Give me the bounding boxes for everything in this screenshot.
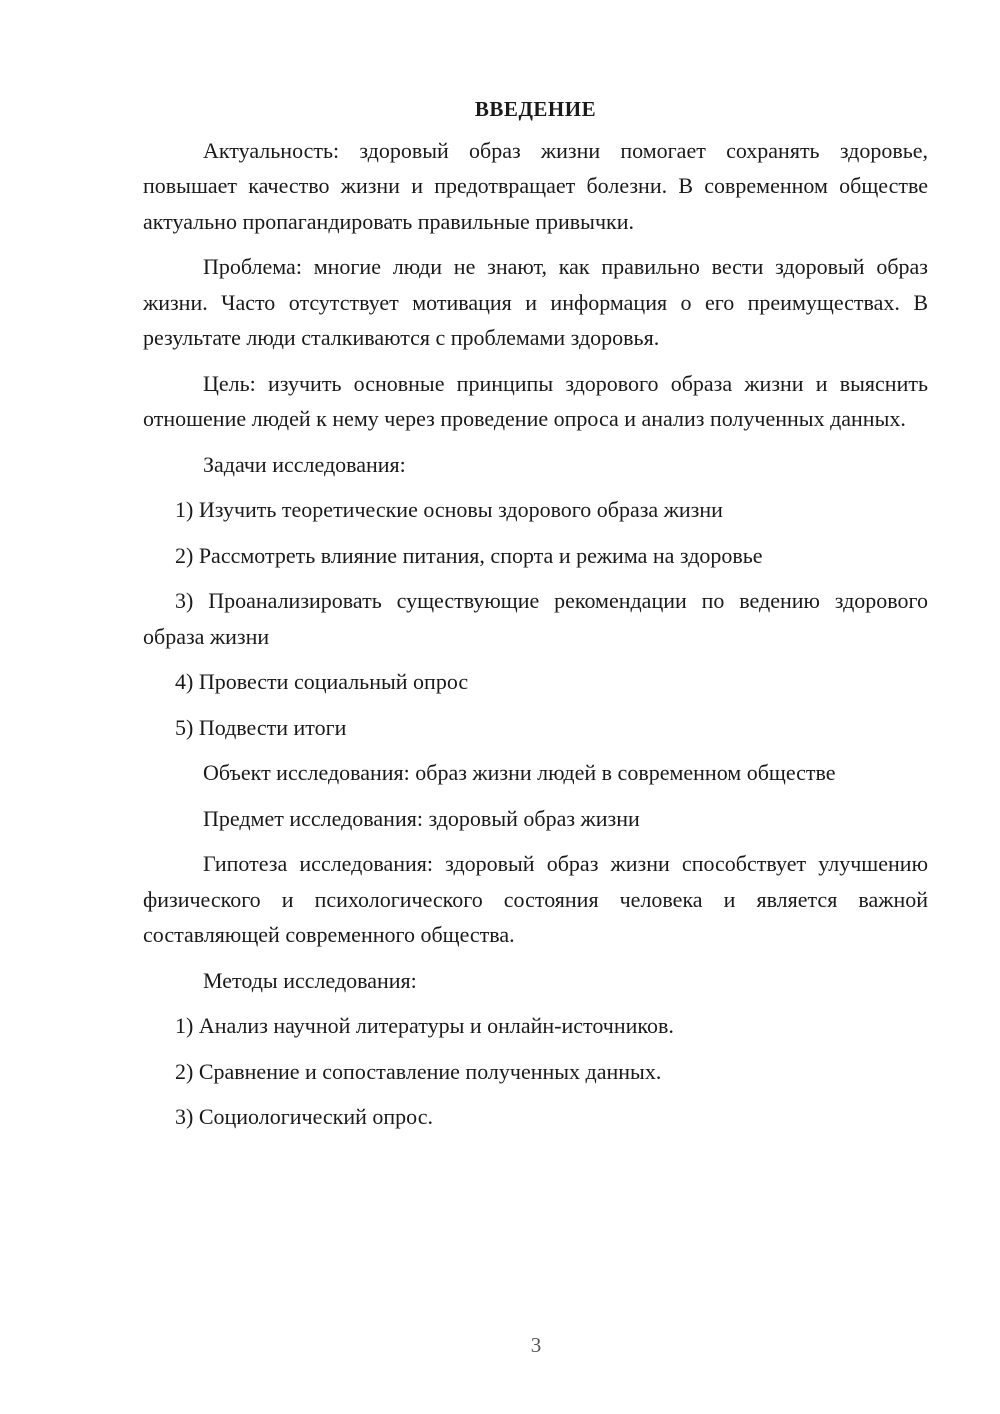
document-body [143,92,928,1145]
method-item: 2) Сравнение и сопоставление полученных данных. [175,1058,662,1084]
method-item: 3) Социологический опрос. [175,1104,433,1129]
methods-heading: Методы исследования: [203,967,417,993]
subject-paragraph: Предмет исследования: здоровый образ жизни [203,805,640,831]
goal-paragraph: Цель: изучить основные принципы здорового образа жизни и выяснить отношение людей к нему через проведение опроса и анализ полученных данных. [143,370,928,431]
hypothesis-paragraph: Гипотеза исследования: здоровый образ жизни способствует улучшению физического и психологического состояния человека и является важной составляющей современного общества. [143,851,928,947]
relevance-paragraph: Актуальность: здоровый образ жизни помогает сохранять здоровье, повышает качество жизни и предотвращает болезни. В современном обществе актуально пропагандировать правильные привычки. [143,137,928,234]
page-title: ВВЕДЕНИЕ [474,97,597,121]
problem-paragraph: Проблема: многие люди не знают, как правильно вести здоровый образ жизни. Часто отсутствует мотивация и информация о его преимуществах. В результате люди сталкиваются с проблемами здоровья. [143,254,928,350]
task-item: 5) Подвести итоги [175,714,347,740]
page-number: 3 [530,1333,542,1357]
tasks-heading: Задачи исследования: [203,451,406,477]
method-item: 1) Анализ научной литературы и онлайн-источников. [175,1013,674,1038]
task-item: 2) Рассмотреть влияние питания, спорта и режима на здоровье [175,542,763,568]
task-item: 4) Провести социальный опрос [175,669,469,694]
task-item: 1) Изучить теоретические основы здорового образа жизни [175,497,723,522]
task-item: 3) Проанализировать существующие рекомендации по ведению здорового образа жизни [143,588,928,649]
object-paragraph: Объект исследования: образ жизни людей в современном обществе [203,760,836,785]
